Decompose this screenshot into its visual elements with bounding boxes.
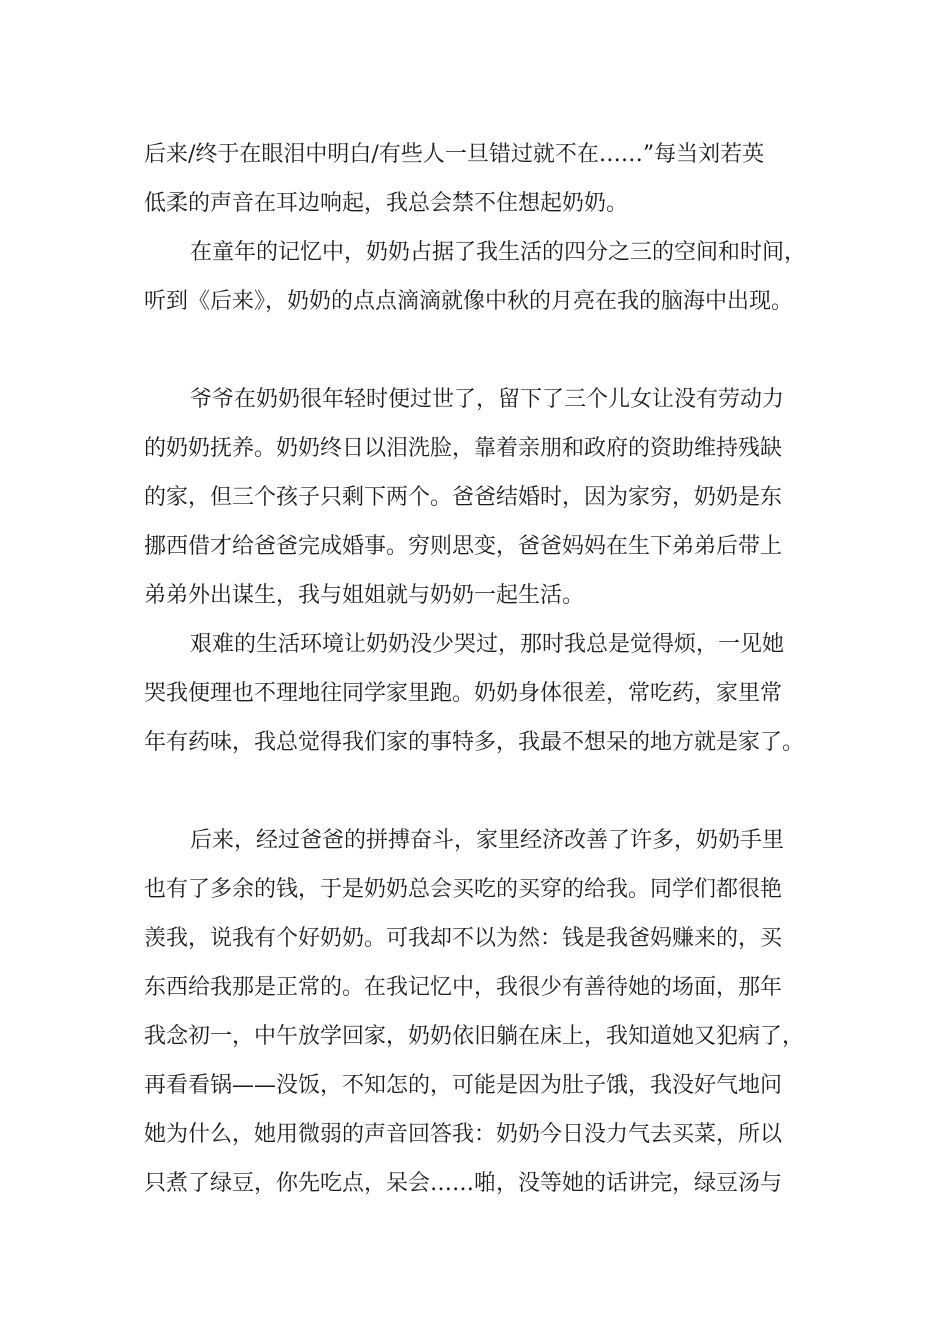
text-line: 东西给我那是正常的。在我记忆中，我很少有善待她的场面，那年 — [144, 975, 783, 1000]
text-line: 后来/终于在眼泪中明白/有些人一旦错过就不在……”每当刘若英 — [144, 142, 765, 167]
text-line: 爷爷在奶奶很年轻时便过世了，留下了三个儿女让没有劳动力 — [190, 387, 785, 412]
text-line: 弟弟外出谋生，我与姐姐就与奶奶一起生活。 — [144, 583, 585, 608]
text-line: 哭我便理也不理地往同学家里跑。奶奶身体很差，常吃药，家里常 — [144, 681, 783, 706]
text-line: 在童年的记忆中，奶奶占据了我生活的四分之三的空间和时间， — [190, 240, 807, 265]
text-line: 挪西借才给爸爸完成婚事。穷则思变，爸爸妈妈在生下弟弟后带上 — [144, 534, 783, 559]
body-text — [144, 130, 824, 1208]
text-line: 再看看锅——没饭，不知怎的，可能是因为肚子饿，我没好气地问 — [144, 1073, 783, 1098]
text-line: 的奶奶抚养。奶奶终日以泪洗脸，靠着亲朋和政府的资助维持残缺 — [144, 436, 783, 461]
paragraph-gap — [144, 767, 824, 816]
text-line: 后来，经过爸爸的拼搏奋斗，家里经济改善了许多，奶奶手里 — [190, 828, 785, 853]
text-line: 听到《后来》，奶奶的点点滴滴就像中秋的月亮在我的脑海中出现。 — [144, 289, 794, 314]
text-line: 只煮了绿豆，你先吃点，呆会……啪，没等她的话讲完，绿豆汤与 — [144, 1171, 783, 1196]
text-line: 我念初一，中午放学回家，奶奶依旧躺在床上，我知道她又犯病了， — [144, 1024, 805, 1049]
paragraph-gap — [144, 326, 824, 375]
text-line: 低柔的声音在耳边响起，我总会禁不住想起奶奶。 — [144, 191, 629, 216]
text-line: 艰难的生活环境让奶奶没少哭过，那时我总是觉得烦，一见她 — [190, 632, 785, 657]
text-line: 年有药味，我总觉得我们家的事特多，我最不想呆的地方就是家了。 — [144, 730, 805, 755]
text-line: 她为什么，她用微弱的声音回答我：奶奶今日没力气去买菜，所以 — [144, 1122, 783, 1147]
text-line: 的家，但三个孩子只剩下两个。爸爸结婚时，因为家穷，奶奶是东 — [144, 485, 783, 510]
text-line: 羡我，说我有个好奶奶。可我却不以为然：钱是我爸妈赚来的，买 — [144, 926, 783, 951]
text-line: 也有了多余的钱，于是奶奶总会买吃的买穿的给我。同学们都很艳 — [144, 877, 783, 902]
